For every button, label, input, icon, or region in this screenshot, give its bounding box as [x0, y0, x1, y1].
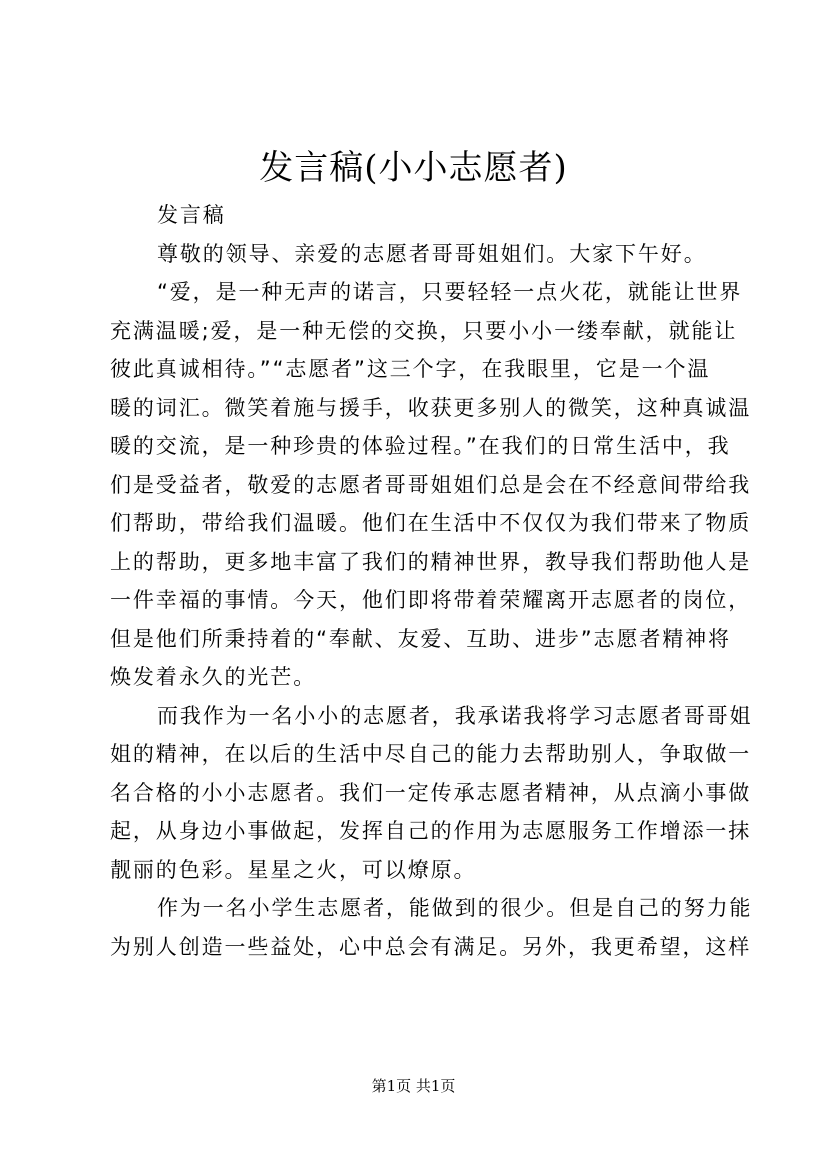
document-body — [110, 196, 753, 966]
body-line: 焕发着永久的光芒。 — [110, 665, 317, 689]
body-line: 发言稿 — [157, 203, 226, 227]
body-line: “爱，是一种无声的诺言，只要轻轻一点火花，就能让世界 — [157, 280, 743, 304]
body-line: 而我作为一名小小的志愿者，我承诺我将学习志愿者哥哥姐 — [157, 703, 753, 728]
body-line: 暖的交流，是一种珍贵的体验过程。”在我们的日常生活中，我 — [110, 434, 731, 458]
body-line: 作为一名小学生志愿者，能做到的很少。但是自己的努力能 — [157, 896, 753, 920]
body-line: 们是受益者，敬爱的志愿者哥哥姐姐们总是会在不经意间带给我 — [110, 472, 752, 497]
body-line: 但是他们所秉持着的“奉献、友爱、互助、进步”志愿者精神将 — [110, 626, 731, 651]
body-line: 起，从身边小事做起，发挥自己的作用为志愿服务工作增添一抹 — [110, 819, 752, 843]
body-line: 充满温暖;爱，是一种无偿的交换，只要小小一缕奉献，就能让 — [110, 318, 738, 343]
body-line: 上的帮助，更多地丰富了我们的精神世界，教导我们帮助他人是 — [110, 549, 752, 574]
page-footer: 第1页 共1页 — [371, 1077, 456, 1095]
body-line: 彼此真诚相待。”“志愿者”这三个字，在我眼里，它是一个温 — [110, 357, 711, 381]
body-line: 为别人创造一些益处，心中总会有满足。另外，我更希望，这样 — [110, 934, 752, 959]
body-line: 一件幸福的事情。今天，他们即将带着荣耀离开志愿者的岗位， — [110, 588, 752, 612]
body-line: 名合格的小小志愿者。我们一定传承志愿者精神，从点滴小事做 — [110, 780, 752, 805]
body-line: 暖的词汇。微笑着施与援手，收获更多别人的微笑，这种真诚温 — [110, 395, 752, 420]
body-line: 们帮助，带给我们温暖。他们在生活中不仅仅为我们带来了物质 — [110, 511, 752, 535]
body-line: 尊敬的领导、亲爱的志愿者哥哥姐姐们。大家下午好。 — [157, 241, 707, 266]
body-line: 姐的精神，在以后的生活中尽自己的能力去帮助别人，争取做一 — [110, 742, 752, 766]
body-line: 靓丽的色彩。星星之火，可以燎原。 — [110, 857, 477, 882]
document-title: 发言稿(小小志愿者) — [259, 148, 568, 188]
